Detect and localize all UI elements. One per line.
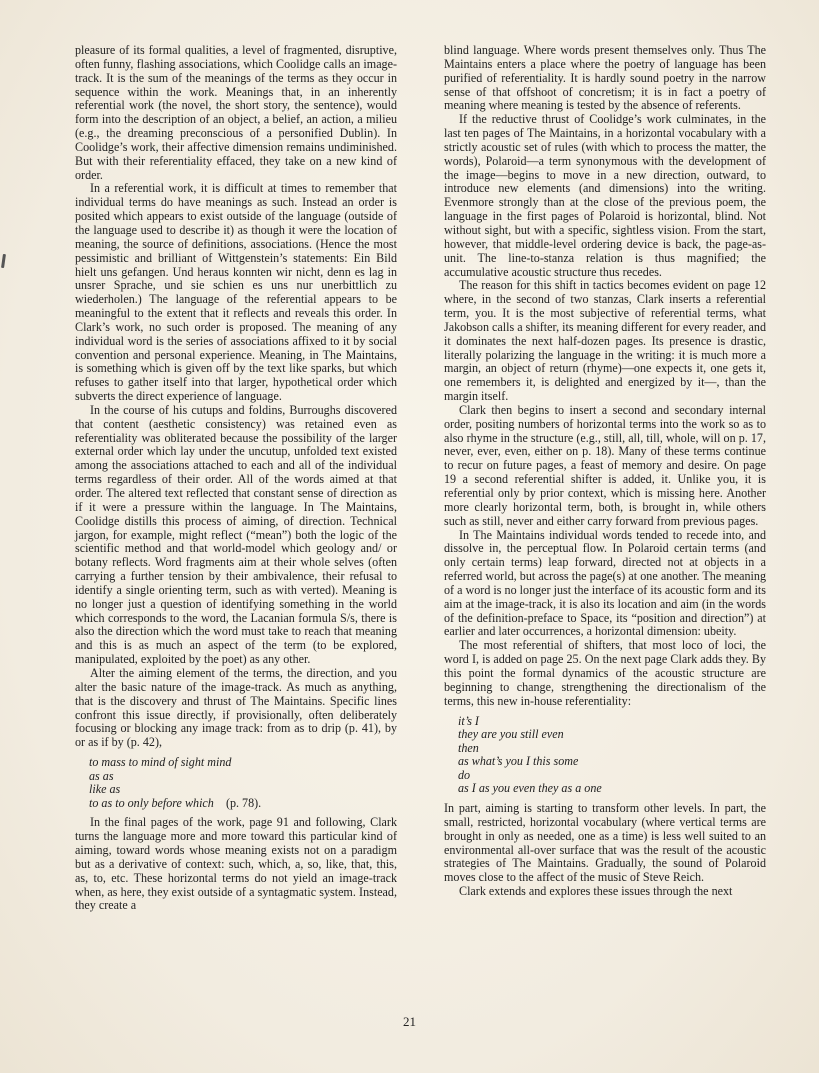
poem-line: to mass to mind of sight mind <box>89 755 232 770</box>
page-edge-mark <box>1 254 6 268</box>
paragraph: In the final pages of the work, page 91 and following, Clark turns the language more and more toward this particular kind of aiming, toward words whose meaning exists not on a paradigm but as a derivative of context: such, which, a, so, like, that, this, as, to, etc. These horizontal terms do not yield an image-track when, as here, they exist outside of a syntagmatic system. Instead, they create a <box>75 815 397 913</box>
poem-line-text: to as to only before which <box>89 795 214 810</box>
paragraph: The most referential of shifters, that most loco of loci, the word I, is added on page 25. On the next page Clark adds they. By this point the formal dynamics of the acoustic structure are beginning to change, strengthening the directionalism of the terms, this new in-house referentiality: <box>444 638 766 708</box>
poem-excerpt-left <box>89 756 397 810</box>
paragraph: In part, aiming is starting to transform other levels. In part, the small, restricted, horizontal vocabulary (where vertical terms are brought in only as needed, one as a time) is less well suited to an environmental all-over surface that was the result of the acoustic strategies of The Maintains. Gradually, the sound of Polaroid moves close to the affect of the music of Steve Reich. <box>444 801 766 885</box>
poem-line: as what’s you I this some <box>458 754 579 769</box>
poem-line: they are you still even <box>458 727 564 742</box>
paragraph: In a referential work, it is difficult at times to remember that individual terms do have meanings as such. Instead an order is posited which appears to exist outside of the language (outside of the language used to describe it) as though it were the location of meaning, the source of definitions, associations. (Hence the most pessimistic and brilliant of Wittgenstein’s statements: Ein Bild hielt uns gefangen. Und heraus konnten wir nicht, denn es lag in unsrer Sprache, und sie schien es uns nur unerbittlich zu wiederholen.) The language of the referential appears to be meaningful to the extent that it reflects and reveals this order. In Clark’s work, no such order is proposed. The meaning of any individual word is the series of associations affixed to it by social convention and personal experience. Meaning, in The Maintains, is something which is given off by the text like sparks, but which refuses to gather itself into that larger, hypothetical order which subverts the direct experience of language. <box>75 181 397 404</box>
paragraph: pleasure of its formal qualities, a level of fragmented, disruptive, often funny, flashing associations, which Coolidge calls an image-track. It is the sum of the meanings of the terms as they occur in sequence within the work. Meanings that, in an inherently referential work (the novel, the short story, the sentence), would form into the description of an object, a belief, an action, a milieu (e.g., the dreaming preconscious of a personified Dublin). In Coolidge’s work, their affective dimension remains undiminished. But with their referentiality effaced, they take on a new kind of order. <box>75 43 397 182</box>
paragraph: Clark extends and explores these issues through the next <box>459 884 733 899</box>
paragraph: Clark then begins to insert a second and secondary internal order, positing numbers of horizontal terms into the work so as to also rhyme in the structure (e.g., still, all, till, whole, will on p. 17, never, ever, even, either on p. 18). Many of these terms continue to recur on future pages, a feast of memory and desire. On page 19 a second referential shifter is added, it. Unlike you, it is referential only by prior context, which is missing here. Another more clearly horizontal term, both, is brought in, while others such as still, never and either carry forward from previous pages. <box>444 402 766 528</box>
poem-excerpt-right <box>458 715 766 797</box>
page-reference: (p. 78). <box>225 795 262 810</box>
poem-line: do <box>458 767 471 782</box>
right-column <box>444 44 766 899</box>
poem-line: like as <box>89 782 121 797</box>
paragraph: Alter the aiming element of the terms, the direction, and you alter the basic nature of the image-track. As much as anything, that is the discovery and thrust of The Maintains. Specific lines confront this issue directly, if provisionally, often deliberately focusing or blocking any image track: from as to drip (p. 41), by or as if by (p. 42), <box>75 665 397 750</box>
page-number: 21 <box>403 1014 416 1029</box>
poem-line: as as <box>89 768 114 783</box>
paragraph: If the reductive thrust of Coolidge’s work culminates, in the last ten pages of The Maintains, in a horizontal vocabulary with a strictly acoustic set of rules (with which to process the matter, the words), Polaroid—a term synonymous with the development of the image—begins to move in a new direction, outward, to introduce new elements (and dimensions) into the writing. Evenmore strongly than at the close of the previous poem, the language in the first pages of Polaroid is horizontal, blind. Not without sight, but with a specific, sightless vision. From the start, however, that middle-level ordering device is back, the page-as-unit. The line-to-stanza relation is thus magnified; the accumulative acoustic structure thus recedes. <box>444 112 766 279</box>
poem-line: then <box>458 740 479 755</box>
poem-line <box>89 797 397 811</box>
paragraph: The reason for this shift in tactics becomes evident on page 12 where, in the second of two stanzas, Clark inserts a referential term, you. It is the most subjective of referential terms, what Jakobson calls a shifter, its meaning different for every reader, and it dominates the next half-dozen pages. Its presence is drastic, literally polarizing the language in the writing: it is much more a margin, an object of return (rhyme)—one expects it, one gets it, one remembers it, is delighted and energized by it—, than the margin itself. <box>444 278 766 404</box>
paragraph: blind language. Where words present themselves only. Thus The Maintains enters a place where the poetry of language has been purified of referentiality. It is hardly sound poetry in the narrow sense of that offshoot of concretism; it is in fact a poetry of meaning where meaning is tested by the absence of referents. <box>444 43 766 113</box>
paragraph: In The Maintains individual words tended to recede into, and dissolve in, the perceptual flow. In Polaroid certain terms (and only certain terms) leap forward, directed not at objects in a referred world, but across the page(s) at one another. The meaning of a word is no longer just the interface of its acoustic form and its aim at the image-track, it is also its location and aim (in the words of the definition-preface to Space, its “position and direction”) at earlier and later occurrences, a horizontal dimension: ubeity. <box>444 527 766 639</box>
left-column <box>75 44 397 913</box>
poem-line: as I as you even they as a one <box>458 781 602 796</box>
paragraph: In the course of his cutups and foldins, Burroughs discovered that content (aesthetic consistency) was retained even as referentiality was obliterated because the possibility of the larger external order which lay under the uncutup, unfolded text existed among the associations attached to each and all of the individual terms regardless of their order. All of the words aimed at that order. The altered text reflected that constant sense of direction as if it were a pressure within the language. In The Maintains, Coolidge distills this process of aiming, of direction. Technical jargon, for example, might reflect (“mean”) both the logic of the scientific method and that world-model which geology and/ or botany reflects. Word fragments aim at their whole selves (often carrying a further tension by their ambivalence, their refusal to identify a single orienting term, such as with verted). Meaning is no longer just a question of identifying something in the world which corresponds to the word, the Lacanian formula S/s, there is also the direction which the word must take to reach that meaning and this is as much an aspect of the term (to be explored, manipulated, exploited by the poet) as any other. <box>75 402 397 667</box>
poem-line: it’s I <box>458 713 479 728</box>
